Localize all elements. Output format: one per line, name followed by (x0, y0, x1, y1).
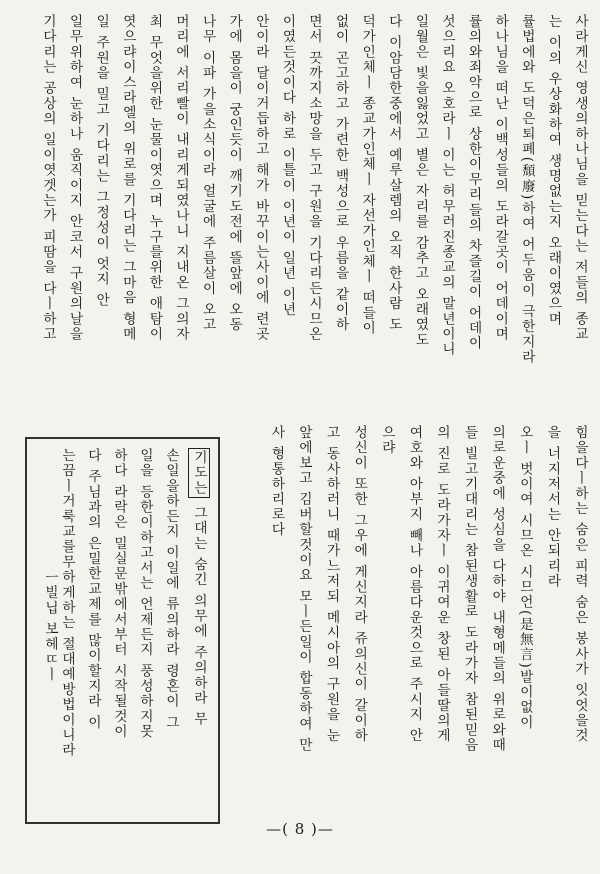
lower-column-11: 앞에보고 김버할것이요 모ㅣ든일이 합동하여 만 (296, 425, 312, 753)
lower-column-12: 사 형통하리로다 (268, 425, 285, 538)
lower-column-9: 성신이 또한 그우에 게신지라 쥬의신이 갈이하 (351, 425, 368, 744)
page-number: —( 8 )— (266, 820, 334, 838)
text-column-12: 이였든것이다 하로 이틀이 이년이 일년 이년 (279, 14, 296, 318)
lower-column-10: 고 동사하러니 때가느저되 메시아의 구원을 눈 (323, 425, 340, 744)
text-column-15: 나무 이파 가을소식이라 얼굴에 주름살이 오고 (199, 14, 216, 333)
text-column-7: 일월은 빛을잃었고 별은 자리를 감추고 오래였도 (412, 14, 429, 348)
lower-column-5: 들 빌고기대리는 참된생활로 도라가자 참된믿음 (461, 425, 478, 753)
text-column-5: 률의와죄악으로 상한이무리들의 차즐길이 어데이 (465, 14, 482, 351)
text-column-13: 안이라 달이거듭하고 해가 바꾸이는사이에 련곳 (252, 14, 269, 342)
prayer-box-attribution: ㅡ빌닙 보헤ㄸㅣ (42, 570, 58, 683)
prayer-box-label: 기도는 (188, 448, 210, 498)
lower-column-7: 여호와 아부지 빼나 아름다운것으로 주시지 안 (406, 425, 423, 744)
text-column-20: 일무위하여 눈하나 움직이지 안코서 구원의날을 (66, 14, 83, 342)
prayer-box-column-4: 하다 라락은 밀실문밖에서부터 시작될것이 (111, 448, 127, 740)
text-column-10: 없이 곤고하고 가련한 백성으로 우름을 같이하 (332, 14, 349, 333)
lower-column-1: 힘을다ㅣ하는 숨은 피력 숨은 봉사가 잇엇을것 (572, 425, 588, 744)
text-column-6: 섯으리요 오호라ㅣ 이는 허무러진종교의 말년이니 (439, 14, 455, 357)
prayer-box-column-3: 일을 등한이하고서는 언제든지 풍성하지못 (137, 448, 153, 740)
lower-column-3: 오ㅣ 벗이여 시므온 시므언(是無言)발이없이 (516, 425, 533, 731)
prayer-box-column-2: 손일을하든지 이일에 류의하라 령혼이 그 (163, 448, 179, 731)
prayer-box-first-column (188, 448, 210, 818)
text-column-2: 는 이의 우상화하여 생명없는지 오래이였으며 (545, 14, 562, 327)
prayer-box-column-6: 는끔ㅣ거룩교를무하게하는 절대예방법이니라 (59, 448, 75, 758)
lower-column-4: 의로운중에 성심을 다하야 내형메들의 위로와때 (489, 425, 506, 753)
text-column-3: 률법에와 도덕은퇴폐(頹廢)하여 어두움이 극한지라 (518, 14, 535, 365)
lower-column-8: 으랴 (378, 425, 395, 456)
text-column-9: 덕가인체ㅣ 종교가인체ㅣ 자선가인체ㅣ 떠들이 (359, 14, 376, 336)
text-column-4: 하나님을 떠난 이백성들의 도라갈곳이 어데이며 (492, 14, 509, 342)
text-column-17: 최 무엇을위한 눈물이엿으며 누구를위한 애탐이 (146, 14, 163, 342)
text-column-21: 기다리는 공상의 일이엿겟는가 피땀을 다ㅣ하고 (40, 14, 56, 342)
lower-column-2: 을 너지저서는 안되리라 (544, 425, 561, 589)
text-column-11: 면서 끗까지소망을 두고 구원을 기다리든시므온 (306, 14, 322, 342)
text-column-19: 일 주원을 밀고 기다리는 그정성이 엇지 안 (93, 14, 110, 308)
prayer-box-first-line: 그대는 숨긴 의무에 주의하라 무 (191, 499, 207, 727)
text-column-1: 사라게신 영생의하나님을 믿는다는 저들의 종교 (572, 14, 588, 342)
text-column-16: 머리에 서리빨이 내리게되였나니 지내온 그의자 (173, 14, 189, 342)
text-column-8: 다 이암담한중에서 예루살렘의 오직 한사람 도 (385, 14, 402, 333)
prayer-box-column-5: 다 주님과의 은밀한교제를 많이할지라 이 (85, 448, 101, 731)
text-column-18: 엿으랴이스라엘의 위로를 기다리는 그마음 형메 (119, 14, 136, 342)
text-column-14: 가에 몸을이 궁인듯이 깨기도전에 뜰앞에 오동 (226, 14, 243, 333)
lower-column-6: 의 진로 도라가자ㅣ 이귀여운 창된 아들딸의게 (434, 425, 450, 744)
